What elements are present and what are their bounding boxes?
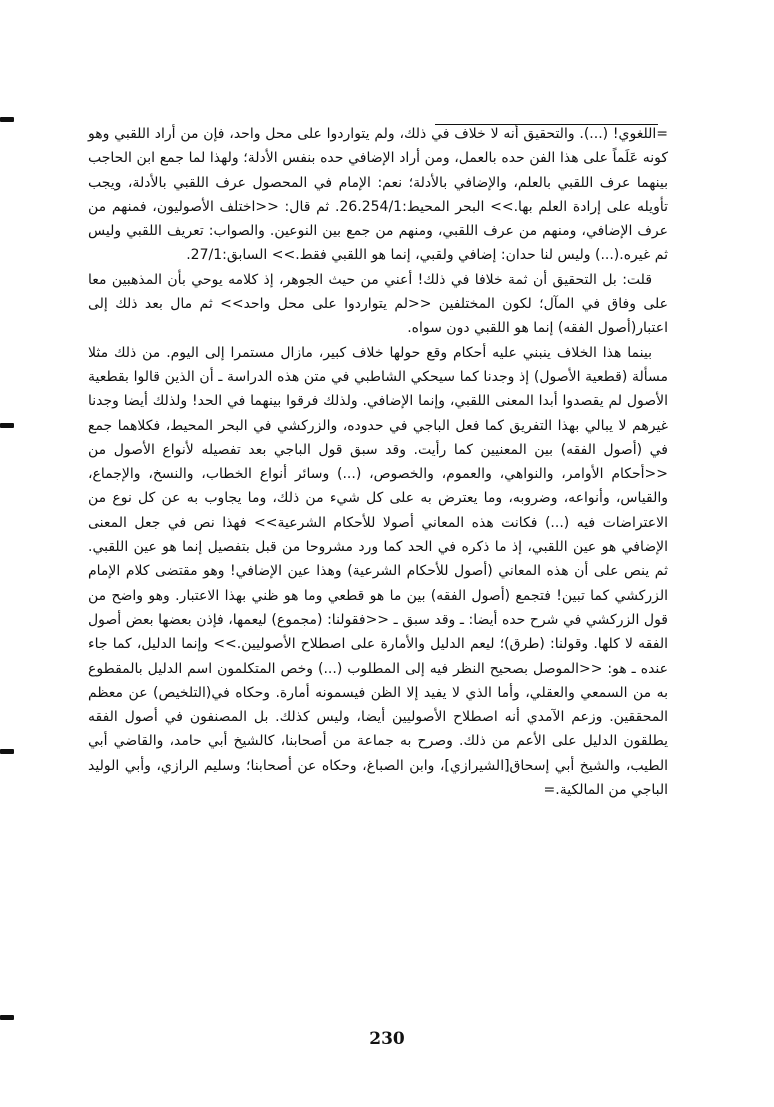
text-line: غيره.(...) وليس لنا حدان: إضافي ولقبي، إنما هو اللقبي فقط.>> السابق:27/1. (186, 247, 651, 264)
text-line: الاعتبار. وهو واضح من قول الزركشي في شرح حده أيضا: ـ وقد سبق ـ <<فقولنا: (88, 587, 668, 628)
text-line: هذه الدراسة ـ أن الذين قالوا بقطعية الأصول لم يقصدوا أبدا المعنى اللقبي، وإنما (88, 368, 669, 410)
text-line: بأن المذهبين معا على وفاق في المآل؛ لكون المختلفين <<لم يتواردوا على محل واحد>> (88, 271, 669, 313)
text-line: الإضافي. ولذلك فرقوا بينهما في الحد! ولذلك أيضا وجدنا غيرهم لا يبالي بهذا (88, 393, 669, 434)
left-edge-mark-2 (0, 423, 14, 428)
text-line: ذكره في الحد كما ورد مشروحا من قبل بتفصيل إنما هو عين اللقبي. ثم ينص على (88, 539, 668, 580)
text-line: المصنفون في أصول الفقه يطلقون الدليل على الأعم من ذلك. وصرح به جماعة من (88, 709, 669, 750)
text-line: (أصول الفقه) بين المعنيين كما رأيت. وقد سبق قول الباجي بعد تفصيله لأنواع (162, 441, 643, 458)
text-line: أن هذه المعاني (أصول للأحكام الشرعية) وهذا عين الإضافي! وهو مقتضى كلام (125, 563, 589, 580)
text-line: التفريق كما فعل الباجي في حدوده، والزركشي في البحر المحيط، فكلاهما جمع في (88, 417, 668, 458)
text-line: بينما هذا الخلاف ينبني عليه أحكام وقع حولها خلاف كبير، مازال مستمرا إلى (204, 344, 652, 361)
footnote-paragraph-1 (88, 122, 668, 268)
text-line: بصحيح النظر فيه إلى المطلوب (...) وخص المتكلمون اسم الدليل بالمقطوع به من (88, 660, 668, 701)
text-line: من ذلك، وما يجاوب به عن كل نوع من الاعتراضات فيه (...) فكانت هذه المعاني (88, 490, 669, 531)
text-line: والأمارة على اصطلاح الأصوليين.>> وإنما الدليل، كما جاء عنده ـ هو: <<الموصل (88, 636, 669, 677)
text-line: السمعي والعقلي، وأما الذي لا يفيد إلا الظن فيسمونه أمارة. وحكاه في(التلخيص) (153, 684, 628, 701)
text-line: =اللغوي! (...). والتحقيق أنه لا خلاف في ذلك، ولم يتواردوا على محل واحد، فإن من (180, 126, 668, 142)
text-line: الأصول من <<أحكام الأوامر، والنواهي، والعموم، والخصوص، (...) وسائر أنواع (88, 441, 669, 483)
text-line: المحيط:26.254/1. ثم قال: <<اختلف الأصوليون، فمنهم من عرف الإضافي، ومنهم من (88, 198, 668, 240)
text-line: ثم مال بعد ذلك إلى اعتبار(أصول الفقه) إنما هو اللقبي دون سواه. (88, 296, 668, 337)
text-line: عرف اللقبي، ومنهم من جمع بين النوعين. والصواب: تعريف اللقبي وليس ثم (88, 223, 668, 264)
text-line: أراد اللقبي وهو كونه عَلَماً على هذا الفن حده بالعمل، ومن أراد الإضافي حده بنفس (88, 126, 668, 167)
footnote-paragraph-2 (88, 268, 668, 341)
left-edge-mark-4 (0, 1015, 14, 1020)
text-line: وابن الصباغ، وحكاه عن أصحابنا؛ وسليم الرازي، وأبي الوليد الباجي من المالكية.= (88, 757, 668, 799)
text-line: قلت: بل التحقيق أن ثمة خلافا في ذلك! أعني من حيث الجوهر، إذ كلامه يوحي (191, 271, 653, 288)
text-line: الخطاب، والنسخ، والإجماع، والقياس، وأنواعه، وضروبه، وما يعترض به على كل شيء (88, 466, 669, 507)
text-line: اليوم. من ذلك مثلا مسألة (قطعية الأصول) إذ وجدنا كما سيحكي الشاطبي في متن (88, 344, 669, 385)
text-line: الأدلة؛ ولهذا لما جمع ابن الحاجب بينهما عرف اللقبي بالعلم، والإضافي بالأدلة؛ نعم: (88, 150, 669, 191)
text-line: الإمام في المحصول عرف اللقبي بالأدلة، ويجب تأويله على إرادة العلم بها.>> البحر (88, 174, 668, 215)
left-edge-mark-1 (0, 117, 14, 122)
footnote-paragraph-3 (88, 341, 668, 803)
page-number: 230 (369, 1029, 405, 1049)
text-line: عن معظم المحققين. وزعم الآمدي أنه اصطلاح الأصوليين أيضا، وليس كذلك. بل (88, 684, 669, 726)
text-line: الإمام الزركشي كما تبين! فتجمع (أصول الفقه) بين ما هو قطعي وما هو ظني بهذا (88, 563, 668, 604)
text-line: أصحابنا، كالشيخ أبي حامد، والقاضي أبي الطيب، والشيخ أبي إسحاق[الشيرازي]، (88, 733, 668, 774)
left-edge-mark-3 (0, 749, 14, 754)
text-line: (مجموع) ليعمها، فإذن بعضها بعض أصول الفقه لا كلها. وقولنا: (طرق)؛ ليعم الدليل (88, 611, 669, 653)
text-line: أصولا للأحكام الشرعية>> فهذا نص في جعل المعنى الإضافي هو عين اللقبي، إذ ما (88, 514, 669, 556)
footnote-body (88, 122, 668, 802)
